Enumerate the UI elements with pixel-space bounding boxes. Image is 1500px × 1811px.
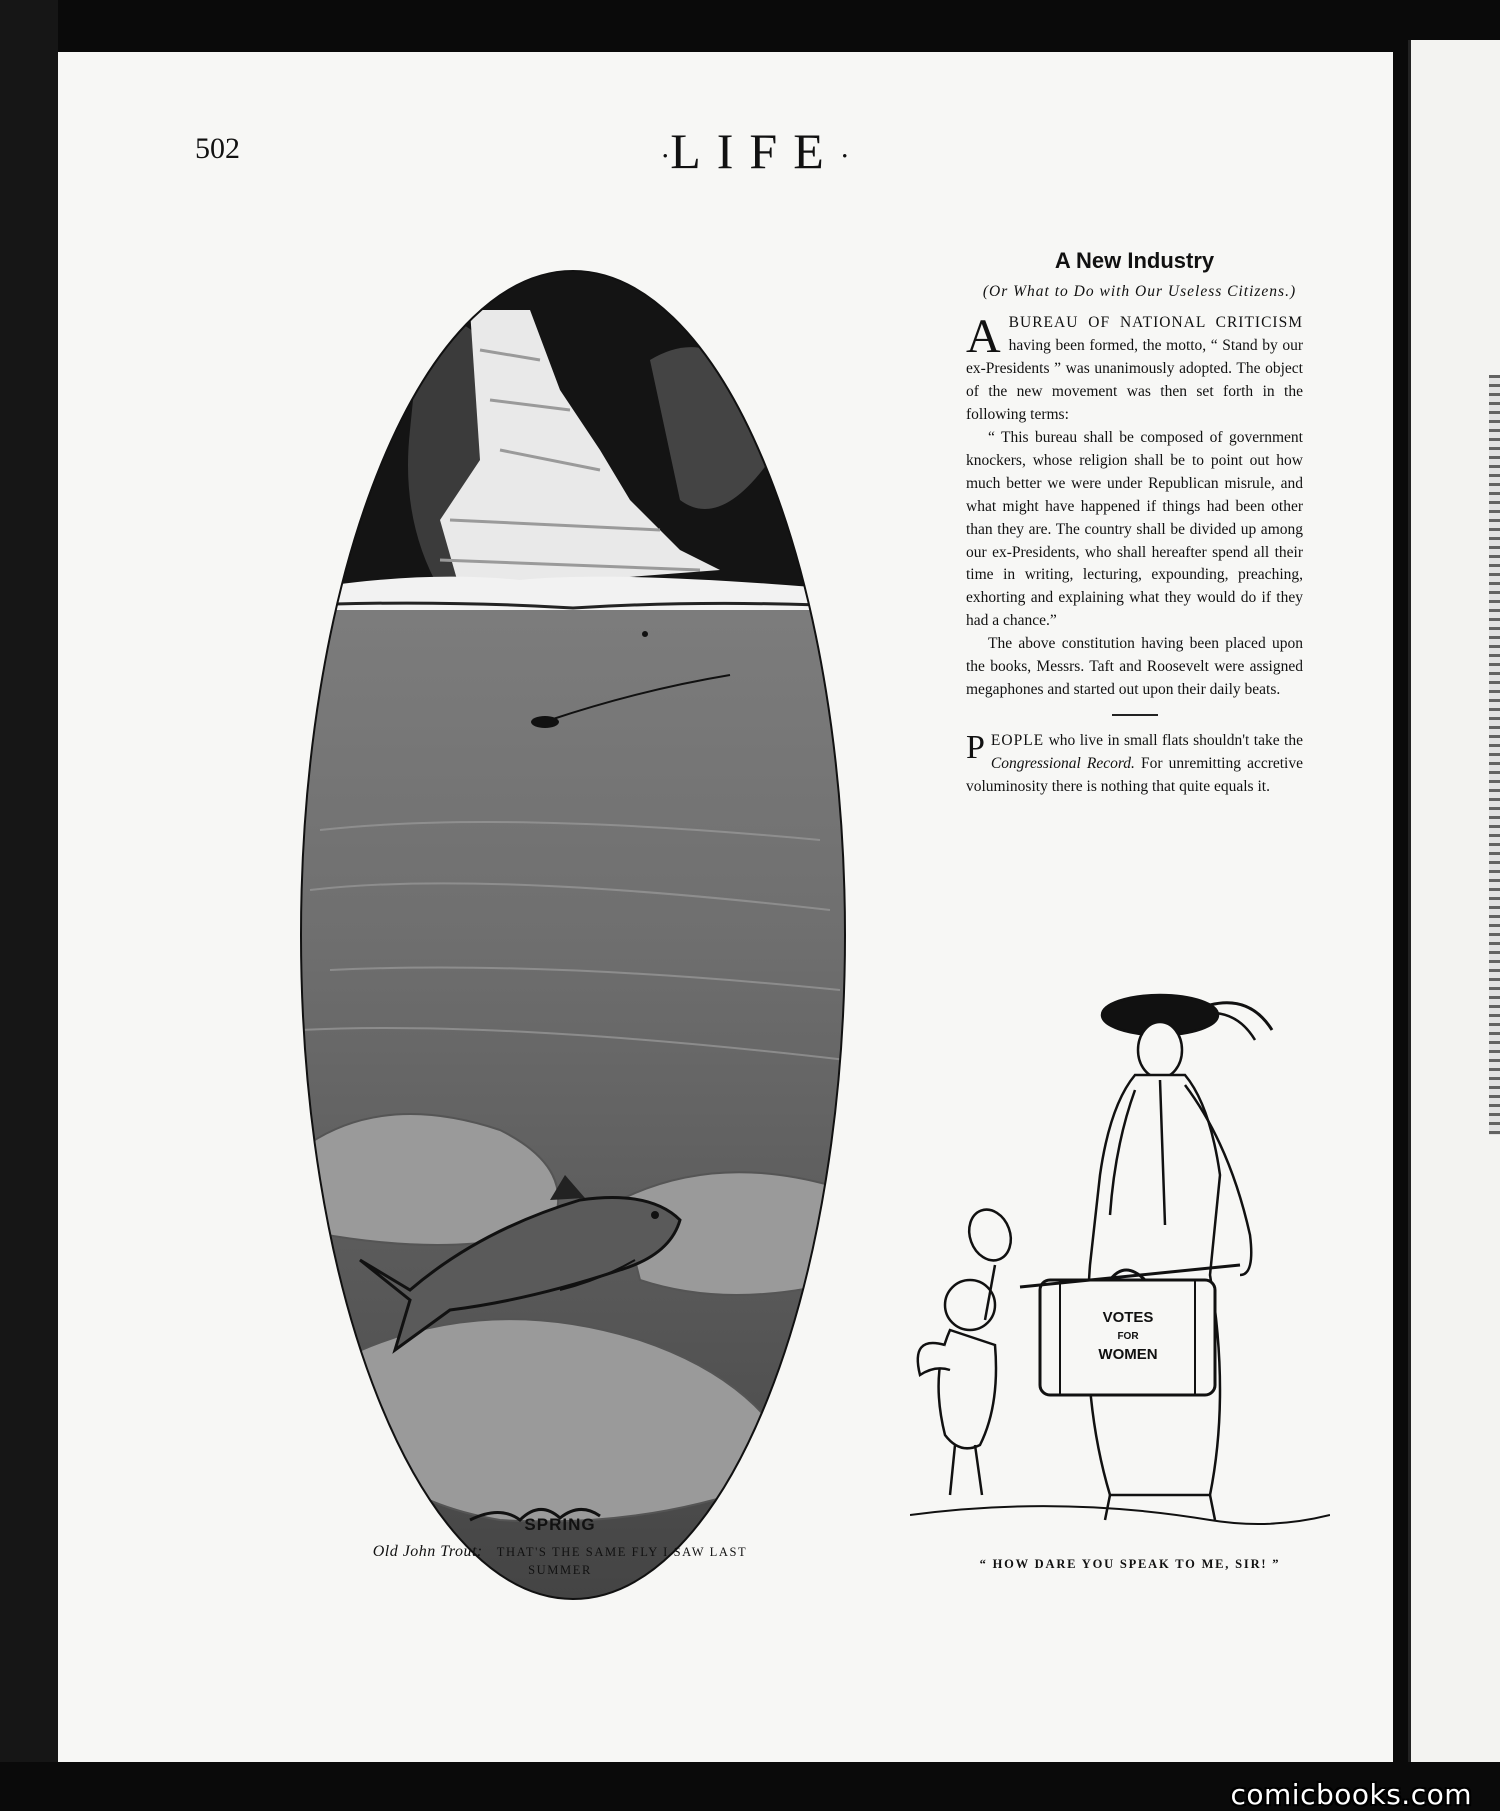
caption-quote-line2: SUMMER — [528, 1563, 592, 1577]
watermark: comicbooks.com — [1230, 1778, 1472, 1811]
squib-lead-caps: EOPLE — [990, 732, 1045, 750]
squib-italic: Congressional Record. — [990, 755, 1135, 773]
suitcase-label-line3: WOMEN — [1098, 1346, 1158, 1363]
article-lead-caps: BUREAU OF NATIONAL CRITICISM — [1008, 314, 1303, 332]
squib-text-after: For unremitting accretive voluminosity there is nothing that quite equals it. — [966, 755, 1303, 795]
article-para1-text: having been formed, the motto, “ Stand by our ex-Presidents ” was unanimously adopted. The object of the new movement was then set forth in the following terms: — [966, 337, 1303, 423]
cartoon-drawing — [910, 975, 1330, 1545]
squib-dropcap: P — [966, 729, 985, 767]
article-paragraph-3: The above constitution having been placed upon the books, Messrs. Taft and Roosevelt were assigned megaphones and started out upon their daily beats. — [966, 635, 1303, 699]
scan-left-edge — [0, 0, 58, 1810]
section-divider — [1112, 714, 1158, 716]
page-number: 502 — [195, 132, 240, 165]
cartoon-caption: “ HOW DARE YOU SPEAK TO ME, SIR! ” — [979, 1557, 1281, 1571]
caption-speaker: Old John Trout: — [372, 1543, 483, 1560]
caption-quote-line1: THAT'S THE SAME FLY I SAW LAST — [496, 1545, 748, 1559]
suffragette-figure-icon — [1088, 995, 1273, 1520]
masthead-dot-right: · — [839, 139, 850, 173]
spring-illustration — [300, 270, 846, 1600]
illustration-caption-line1 — [280, 1543, 840, 1561]
illustration-title: SPRING — [524, 1515, 596, 1534]
article-a-new-industry — [966, 248, 1303, 799]
suitcase-icon — [1020, 1265, 1240, 1395]
adjacent-page-sketch — [1489, 375, 1500, 1135]
article-dropcap: A — [966, 310, 1001, 364]
squib-paragraph — [966, 730, 1303, 799]
article-title: A New Industry — [1054, 248, 1215, 273]
masthead — [605, 122, 905, 180]
article-paragraph-1 — [966, 312, 1303, 427]
article-paragraph-2: “ This bureau shall be composed of government knockers, whose religion shall be to point out how much better we were under Republican misrule, and what might have happened if things had been other than they are. The country shall be divided up among our ex-Presidents, who shall hereafter spend all their time in writing, lecturing, expounding, preaching, exhorting and explaining what they would do if they had a chance.” — [966, 428, 1303, 630]
illustration-caption — [280, 1515, 840, 1578]
masthead-dot-left: · — [660, 139, 671, 173]
masthead-title: LIFE — [670, 123, 840, 179]
suffragette-cartoon — [910, 975, 1330, 1545]
suitcase-label-line1: VOTES — [1102, 1309, 1154, 1326]
cupid-icon — [918, 1204, 1018, 1495]
suitcase-label-line2: FOR — [1117, 1331, 1139, 1342]
adjacent-page-edge — [1408, 40, 1500, 1790]
oval-illustration — [300, 270, 846, 1600]
squib-text-before: who live in small flats shouldn't take the — [1044, 732, 1303, 750]
ground-line — [910, 1506, 1330, 1524]
article-subtitle: (Or What to Do with Our Useless Citizens.) — [982, 283, 1297, 300]
